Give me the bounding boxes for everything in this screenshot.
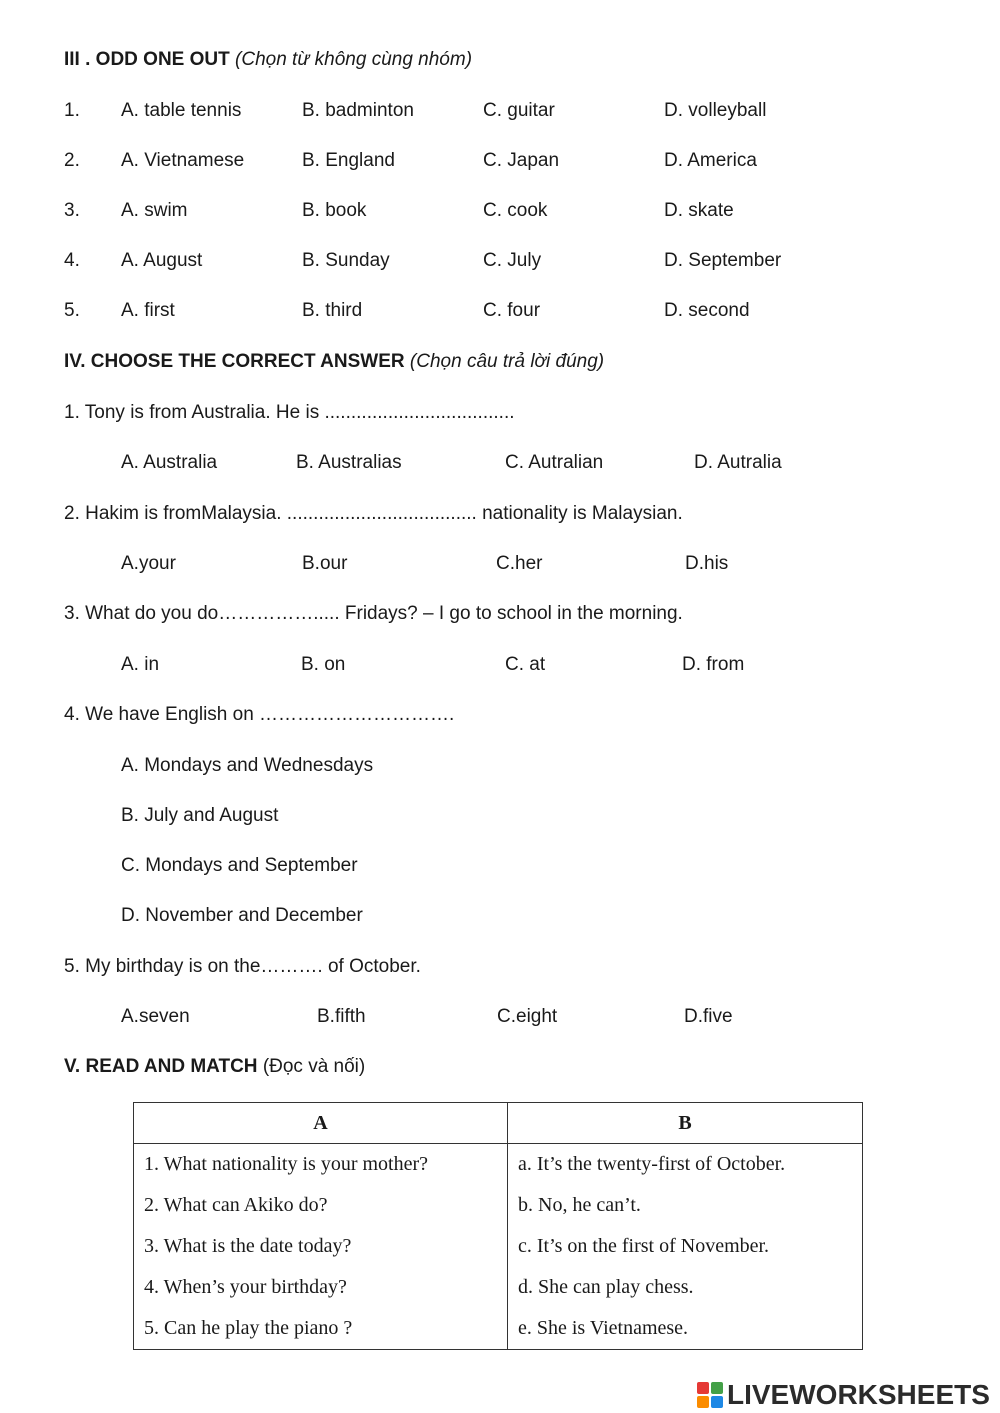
option-d: D.his [685,553,729,574]
table-row [134,1144,863,1186]
question-cell: 1. What nationality is your mother? [134,1144,508,1186]
item-number: 4. [64,250,80,271]
answer-cell: c. It’s on the first of November. [508,1226,863,1267]
question-cell: 2. What can Akiko do? [134,1185,508,1226]
logo-square [697,1382,709,1394]
section4-subtitle: (Chọn câu trả lời đúng) [409,351,605,372]
item-number: 3. [64,200,80,221]
option-d: D.five [684,1006,733,1027]
option-b: B. third [302,300,363,321]
answer-cell: e. She is Vietnamese. [508,1308,863,1350]
question-cell: 4. When’s your birthday? [134,1267,508,1308]
option-b: B. Australias [296,452,402,473]
section4-heading [64,350,604,374]
option-c: C. Mondays and September [121,855,358,876]
logo-square [711,1396,723,1408]
answer-cell: a. It’s the twenty-first of October. [508,1144,863,1186]
option-a: A. Australia [121,452,218,473]
option-d: D. from [682,654,745,675]
question-1-options [0,451,1000,475]
option-d: D. volleyball [664,100,767,121]
odd-one-out-item [0,199,1000,223]
option-b: B. badminton [302,100,414,121]
odd-one-out-item [0,249,1000,273]
question-2-options [0,552,1000,576]
option-c: C. four [483,300,541,321]
section5-subtitle: (Đọc và nối) [262,1056,366,1077]
option-b: B. on [301,654,346,675]
match-table [133,1102,863,1350]
logo-icon [697,1382,723,1408]
odd-one-out-item [0,299,1000,323]
question-3-options [0,653,1000,677]
section3-title: III . ODD ONE OUT [64,49,230,70]
item-number: 5. [64,300,80,321]
item-number: 2. [64,150,80,171]
option-c: C. July [483,250,542,271]
option-c: C.her [496,553,543,574]
option-b: B.fifth [317,1006,366,1027]
option-b: B. Sunday [302,250,390,271]
option-a: A. table tennis [121,100,242,121]
option-a: A. in [121,654,160,675]
section3-heading [64,48,472,72]
option-c: C. cook [483,200,548,221]
section4-title: IV. CHOOSE THE CORRECT ANSWER [64,351,405,372]
item-number: 1. [64,100,80,121]
question-5: 5. My birthday is on the………. of October. [64,956,421,977]
section3-subtitle: (Chọn từ không cùng nhóm) [235,49,473,70]
section5-heading [64,1055,365,1079]
option-a: A.your [121,553,176,574]
option-a: A. first [121,300,175,321]
option-d: D. Autralia [694,452,782,473]
option-d: D. America [664,150,757,171]
option-a: A. swim [121,200,188,221]
option-d: D. September [664,250,782,271]
question-4: 4. We have English on …………………………. [64,704,455,725]
option-a: A. August [121,250,203,271]
option-b: B.our [302,553,348,574]
option-b: B. book [302,200,367,221]
option-a: A.seven [121,1006,190,1027]
table-row [134,1226,863,1267]
option-a: A. Vietnamese [121,150,245,171]
logo-square [697,1396,709,1408]
table-row [134,1267,863,1308]
question-3: 3. What do you do……………..... Fridays? – I go to school in the morning. [64,603,683,624]
question-1: 1. Tony is from Australia. He is .................................... [64,402,515,423]
option-a: A. Mondays and Wednesdays [121,755,374,776]
option-c: C. guitar [483,100,555,121]
option-b: B. England [302,150,395,171]
question-cell: 5. Can he play the piano ? [134,1308,508,1350]
answer-cell: d. She can play chess. [508,1267,863,1308]
liveworksheets-logo [697,1378,990,1412]
option-c: C.eight [497,1006,558,1027]
odd-one-out-item [0,99,1000,123]
column-header-a: A [134,1103,508,1144]
option-d: D. second [664,300,750,321]
option-d: D. November and December [121,905,363,926]
question-cell: 3. What is the date today? [134,1226,508,1267]
question-5-options [0,1005,1000,1029]
option-b: B. July and August [121,805,279,826]
table-row [134,1185,863,1226]
section5-title: V. READ AND MATCH [64,1056,258,1077]
odd-one-out-item [0,149,1000,173]
option-c: C. at [505,654,546,675]
logo-square [711,1382,723,1394]
option-c: C. Japan [483,150,560,171]
logo-text: LIVEWORKSHEETS [727,1379,990,1410]
option-d: D. skate [664,200,734,221]
option-c: C. Autralian [505,452,604,473]
table-row [134,1308,863,1350]
answer-cell: b. No, he can’t. [508,1185,863,1226]
column-header-b: B [508,1103,863,1144]
question-2: 2. Hakim is fromMalaysia. .................................... nationality is Malaysian. [64,503,683,524]
